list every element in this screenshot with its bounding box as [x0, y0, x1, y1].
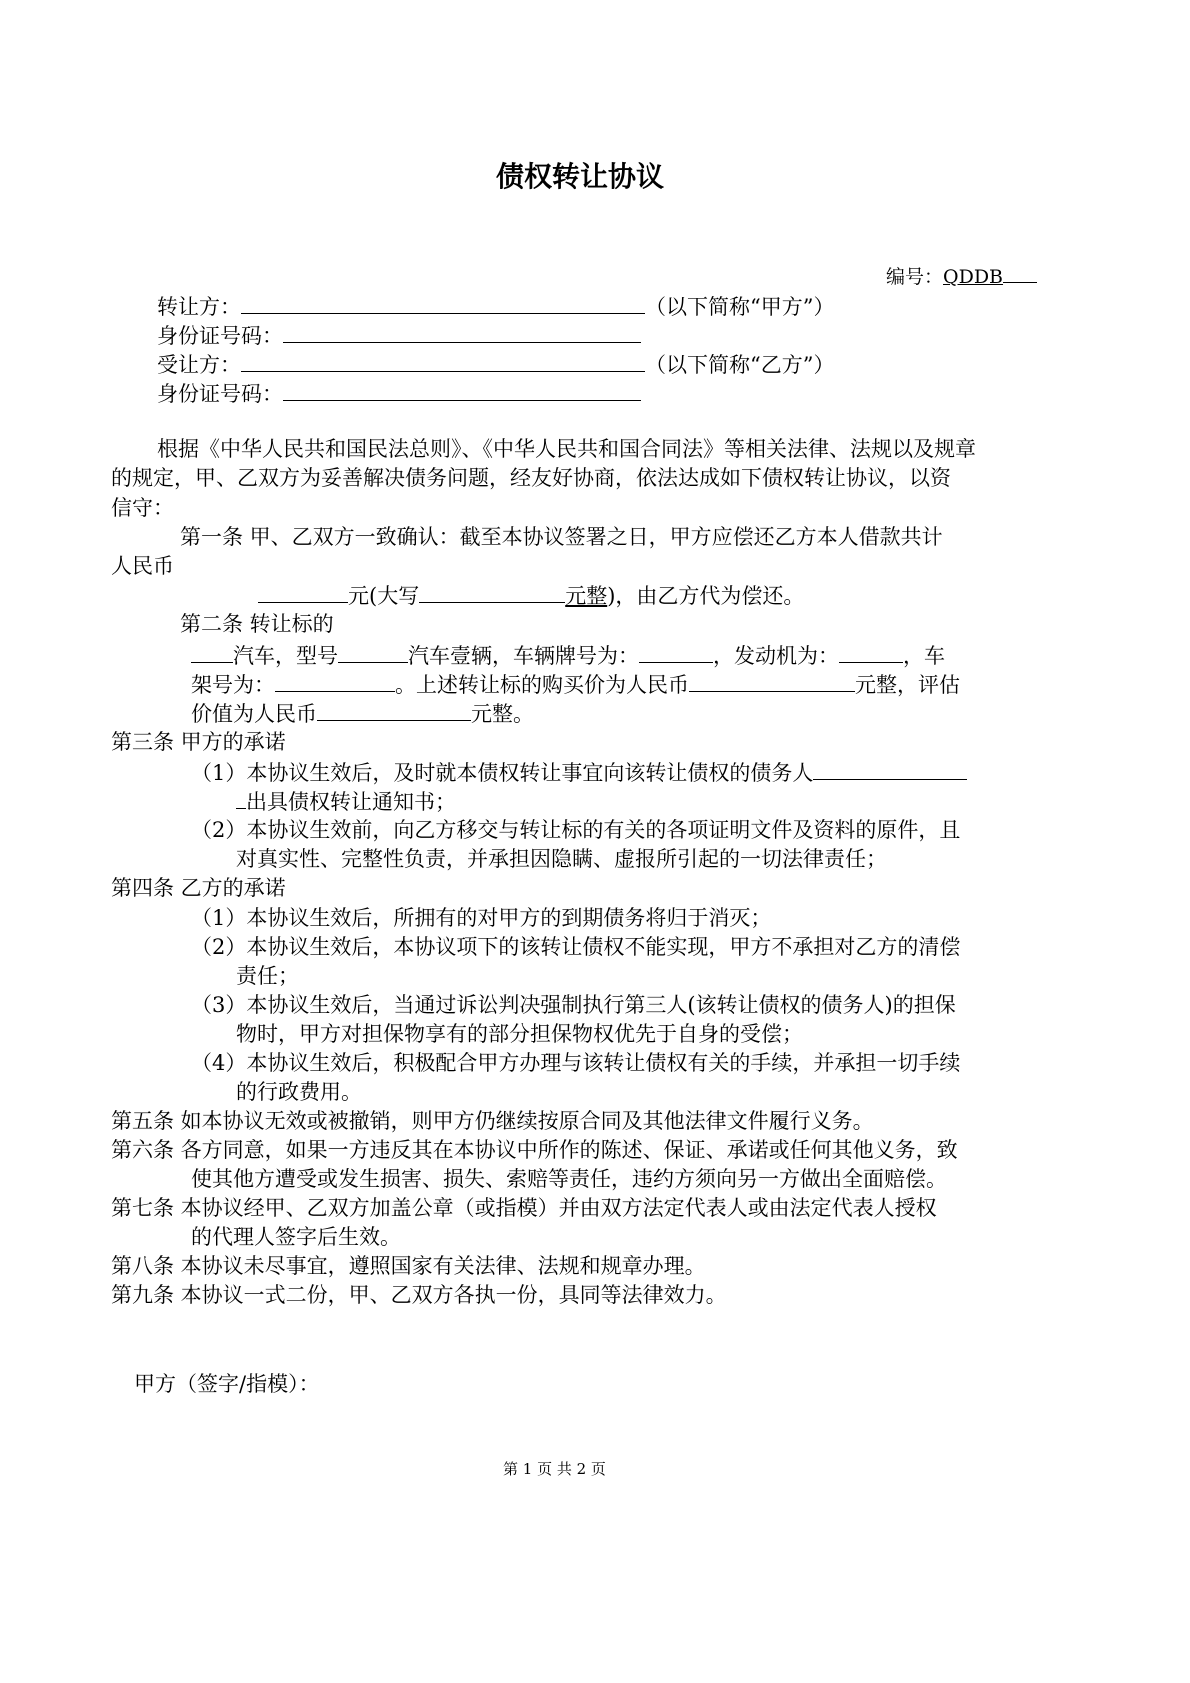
- article-1-line-2: 人民币: [111, 554, 174, 578]
- article-2-eval: 元整，评估: [855, 673, 960, 697]
- article-3-item-2-line-1: （2）本协议生效前，向乙方移交与转让标的有关的各项证明文件及资料的原件，且: [191, 818, 961, 842]
- article-2-price: 。上述转让标的购买价为人民币: [395, 673, 689, 697]
- article-1-yuan-zheng: 元整: [565, 584, 608, 608]
- document-number: [886, 262, 1037, 289]
- debtor-name-field[interactable]: [813, 757, 967, 780]
- frame-number-field[interactable]: [275, 669, 395, 692]
- document-number-value: QDDB: [943, 266, 1004, 288]
- amount-words-field[interactable]: [419, 580, 565, 603]
- article-3-item-1-line-1: [191, 757, 967, 789]
- article-2-car-one: 汽车壹辆，车辆牌号为：: [408, 644, 639, 668]
- article-4-item-3-line-1: （3）本协议生效后，当通过诉讼判决强制执行第三人(该转让债权的债务人)的担保: [191, 993, 956, 1017]
- transferee-note: （以下简称“乙方”）: [645, 353, 835, 377]
- article-3-item-2-line-2: 对真实性、完整性负责，并承担因隐瞒、虚报所引起的一切法律责任；: [236, 847, 887, 871]
- document-number-blank: [1003, 264, 1037, 283]
- plate-number-field[interactable]: [639, 640, 713, 663]
- car-model-field[interactable]: [338, 640, 408, 663]
- article-3-item-1-line-2: [236, 786, 456, 818]
- article-6-line-2: 使其他方遭受或发生损害、损失、索赔等责任，违约方须向另一方做出全面赔偿。: [191, 1167, 947, 1191]
- article-4-item-2-line-2: 责任；: [236, 964, 299, 988]
- article-4-item-4-line-1: （4）本协议生效后，积极配合甲方办理与该转让债权有关的手续，并承担一切手续: [191, 1051, 961, 1075]
- transferor-label: 转让方：: [157, 295, 241, 319]
- party-a-signature: 甲方（签字/指模）：: [134, 1372, 320, 1396]
- article-9: 第九条 本协议一式二份，甲、乙双方各执一份，具同等法律效力。: [111, 1283, 727, 1307]
- article-2-line-2: [191, 669, 960, 701]
- debtor-name-tail-field: [236, 786, 246, 809]
- transferor-id-line: [157, 320, 641, 352]
- article-3-item-1-tail: 出具债权转让通知书；: [246, 790, 456, 814]
- article-6-line-1: 第六条 各方同意，如果一方违反其在本协议中所作的陈述、保证、承诺或任何其他义务，致: [111, 1138, 958, 1162]
- article-8: 第八条 本协议未尽事宜，遵照国家有关法律、法规和规章办理。: [111, 1254, 706, 1278]
- intro-line-3: 信守：: [111, 496, 174, 520]
- article-2-che: ，车: [903, 644, 945, 668]
- transferee-name-field[interactable]: [241, 349, 645, 372]
- article-2-frame: 架号为：: [191, 673, 275, 697]
- assessed-value-field[interactable]: [317, 698, 471, 721]
- article-1-tail: )，由乙方代为偿还。: [607, 584, 805, 608]
- article-1-line-3: [258, 580, 804, 612]
- transferee-line: [157, 349, 834, 381]
- purchase-price-field[interactable]: [689, 669, 855, 692]
- article-2-line-1: [191, 640, 945, 672]
- car-brand-field[interactable]: [191, 640, 233, 663]
- article-3-item-1-text: （1）本协议生效后，及时就本债权转让事宜向该转让债权的债务人: [191, 761, 814, 785]
- intro-line-2: 的规定，甲、乙双方为妥善解决债务问题，经友好协商，依法达成如下债权转让协议，以资: [111, 466, 951, 490]
- article-4-heading: 第四条 乙方的承诺: [111, 876, 286, 900]
- article-3-heading: 第三条 甲方的承诺: [111, 730, 286, 754]
- document-title: 债权转让协议: [496, 160, 665, 193]
- document-number-label: 编号：: [886, 266, 944, 288]
- transferor-id-label: 身份证号码：: [157, 324, 283, 348]
- article-7-line-1: 第七条 本协议经甲、乙双方加盖公章（或指模）并由双方法定代表人或由法定代表人授权: [111, 1196, 937, 1220]
- transferee-id-line: [157, 378, 641, 410]
- article-4-item-2-line-1: （2）本协议生效后，本协议项下的该转让债权不能实现，甲方不承担对乙方的清偿: [191, 935, 961, 959]
- article-7-line-2: 的代理人签字后生效。: [191, 1225, 401, 1249]
- article-2-engine: ，发动机为：: [713, 644, 839, 668]
- intro-line-1: 根据《中华人民共和国民法总则》、《中华人民共和国合同法》等相关法律、法规以及规章: [157, 437, 976, 461]
- article-1-line-1: 第一条 甲、乙双方一致确认：截至本协议签署之日，甲方应偿还乙方本人借款共计: [180, 525, 943, 549]
- article-4-item-3-line-2: 物时，甲方对担保物享有的部分担保物权优先于自身的受偿；: [236, 1022, 803, 1046]
- article-1-yuan: 元(大写: [348, 584, 420, 608]
- article-4-item-1: （1）本协议生效后，所拥有的对甲方的到期债务将归于消灭；: [191, 906, 772, 930]
- article-2-value: 价值为人民币: [191, 702, 317, 726]
- page-footer: 第 1 页 共 2 页: [503, 1460, 606, 1478]
- article-5: 第五条 如本协议无效或被撤销，则甲方仍继续按原合同及其他法律文件履行义务。: [111, 1109, 874, 1133]
- transferor-id-field[interactable]: [283, 320, 641, 343]
- article-2-car: 汽车，型号: [233, 644, 338, 668]
- transferor-line: [157, 291, 834, 323]
- engine-number-field[interactable]: [839, 640, 903, 663]
- transferor-name-field[interactable]: [241, 291, 645, 314]
- transferee-id-field[interactable]: [283, 378, 641, 401]
- article-4-item-4-line-2: 的行政费用。: [236, 1080, 362, 1104]
- transferee-id-label: 身份证号码：: [157, 382, 283, 406]
- article-2-heading: 第二条 转让标的: [180, 612, 334, 636]
- transferor-note: （以下简称“甲方”）: [645, 295, 835, 319]
- article-2-line-3: [191, 698, 534, 730]
- amount-field[interactable]: [258, 580, 348, 603]
- article-2-yuan-end: 元整。: [471, 702, 534, 726]
- transferee-label: 受让方：: [157, 353, 241, 377]
